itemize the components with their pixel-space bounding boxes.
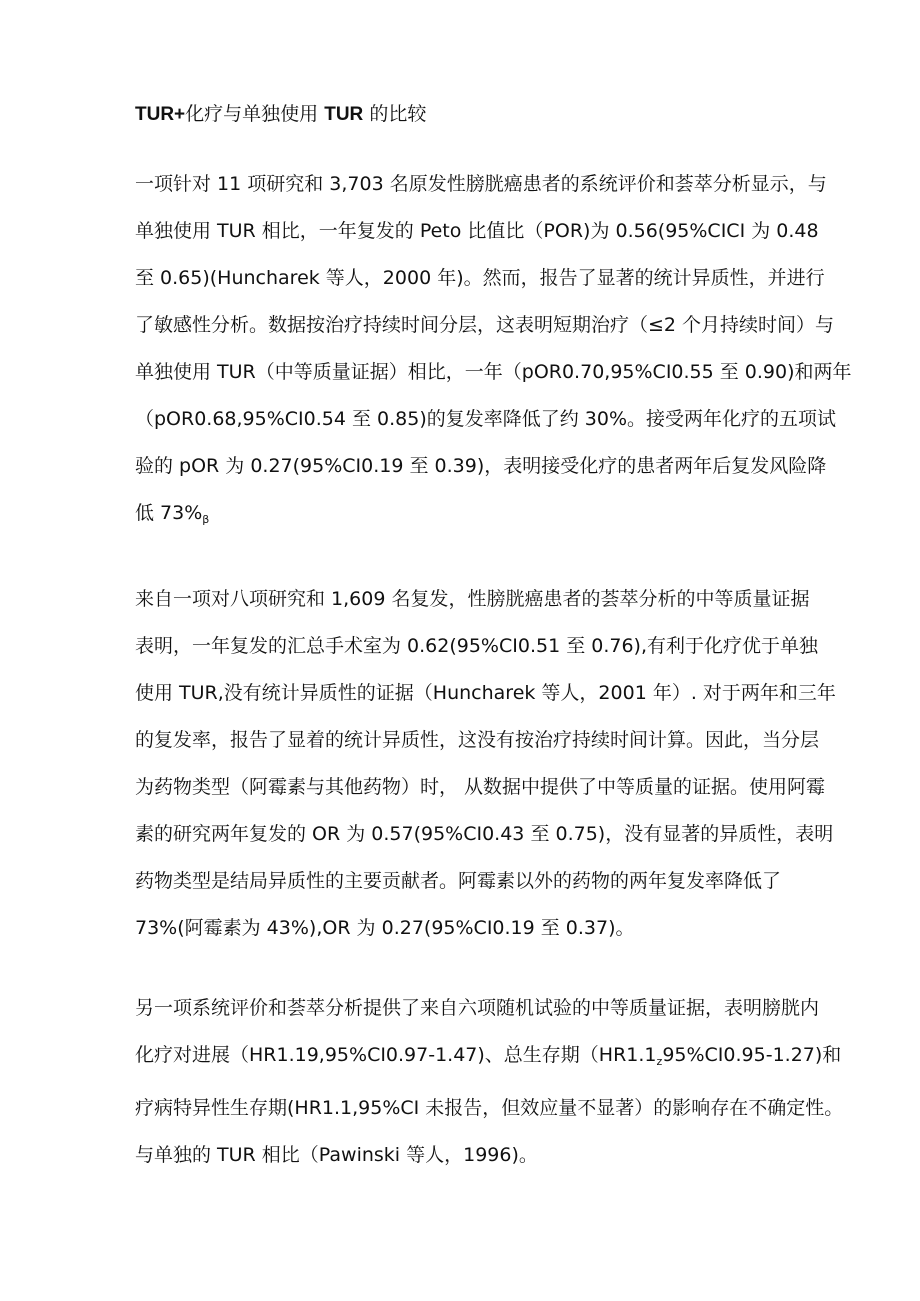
- line-pre-text: 化疗对进展（HR1.19,95%CI0.97-1.47)、总生存期（HR1.1: [135, 1044, 657, 1066]
- heading-suffix: 的比较: [369, 103, 427, 125]
- paragraph-line: 药物类型是结局异质性的主要贡献者。阿霉素以外的药物的两年复发率降低了: [135, 870, 782, 892]
- paragraph-line: 使用 TUR,没有统计异质性的证据（Huncharek 等人，2001 年）. 对于两年和三年: [135, 682, 836, 704]
- paragraph-last-line: [135, 490, 807, 543]
- paragraph-line: 另一项系统评价和荟萃分析提供了来自六项随机试验的中等质量证据，表明膀胱内: [135, 997, 820, 1019]
- paragraph-line: 素的研究两年复发的 OR 为 0.57(95%CI0.43 至 0.75)，没有显著的异质性，表明: [135, 823, 834, 845]
- paragraph-line: 73%(阿霉素为 43%),OR 为 0.27(95%CI0.19 至 0.37)。: [135, 917, 635, 939]
- document-page: [135, 96, 852, 1212]
- subscript-mark: β: [202, 513, 210, 526]
- paragraph-1: [135, 161, 852, 543]
- heading-tur: TUR: [324, 104, 364, 125]
- paragraph-line: （pOR0.68,95%CI0.54 至 0.85)的复发率降低了约 30%。接受两年化疗的五项试: [135, 408, 837, 430]
- paragraph-line: 表明，一年复发的汇总手术室为 0.62(95%CI0.51 至 0.76),有利于化疗优于单独: [135, 635, 818, 657]
- paragraph-line: 验的 pOR 为 0.27(95%CI0.19 至 0.39)，表明接受化疗的患者两年后复发风险降: [135, 455, 827, 477]
- paragraph-3: [135, 985, 844, 1179]
- heading-middle: 化疗与单独使用: [185, 103, 319, 125]
- paragraph-2: [135, 576, 836, 952]
- paragraph-line: 一项针对 11 项研究和 3,703 名原发性膀胱癌患者的系统评价和荟萃分析显示，与: [135, 173, 827, 195]
- paragraph-line-with-subscript: [135, 1032, 842, 1085]
- paragraph-line: 单独使用 TUR（中等质量证据）相比，一年（pOR0.70,95%CI0.55 至 0.90)和两年: [135, 361, 852, 383]
- paragraph-line: 疗病特异性生存期(HR1.1,95%CI 未报告，但效应量不显著）的影响存在不确定性。: [135, 1097, 844, 1119]
- paragraph-line: 单独使用 TUR 相比，一年复发的 Peto 比值比（POR)为 0.56(95%CICI 为 0.48: [135, 220, 819, 242]
- last-line-text: 低 73%: [135, 502, 203, 524]
- section-heading: [135, 96, 807, 133]
- paragraph-line: 与单独的 TUR 相比（Pawinski 等人，1996)。: [135, 1144, 538, 1166]
- paragraph-line: 至 0.65)(Huncharek 等人，2000 年)。然而，报告了显著的统计异质性，并进行: [135, 267, 825, 289]
- paragraph-line: 了敏感性分析。数据按治疗持续时间分层，这表明短期治疗（≤2 个月持续时间）与: [135, 314, 835, 336]
- paragraph-line: 的复发率，报告了显着的统计异质性，这没有按治疗持续时间计算。因此，当分层: [135, 729, 820, 751]
- paragraph-line: 来自一项对八项研究和 1,609 名复发，性膀胱癌患者的荟萃分析的中等质量证据: [135, 588, 810, 610]
- paragraph-line: 为药物类型（阿霉素与其他药物）时， 从数据中提供了中等质量的证据。使用阿霉: [135, 776, 826, 798]
- line-post-text: 95%CI0.95-1.27)和: [662, 1044, 842, 1066]
- subscript-mark: z: [656, 1055, 663, 1068]
- heading-prefix: TUR+: [135, 104, 186, 125]
